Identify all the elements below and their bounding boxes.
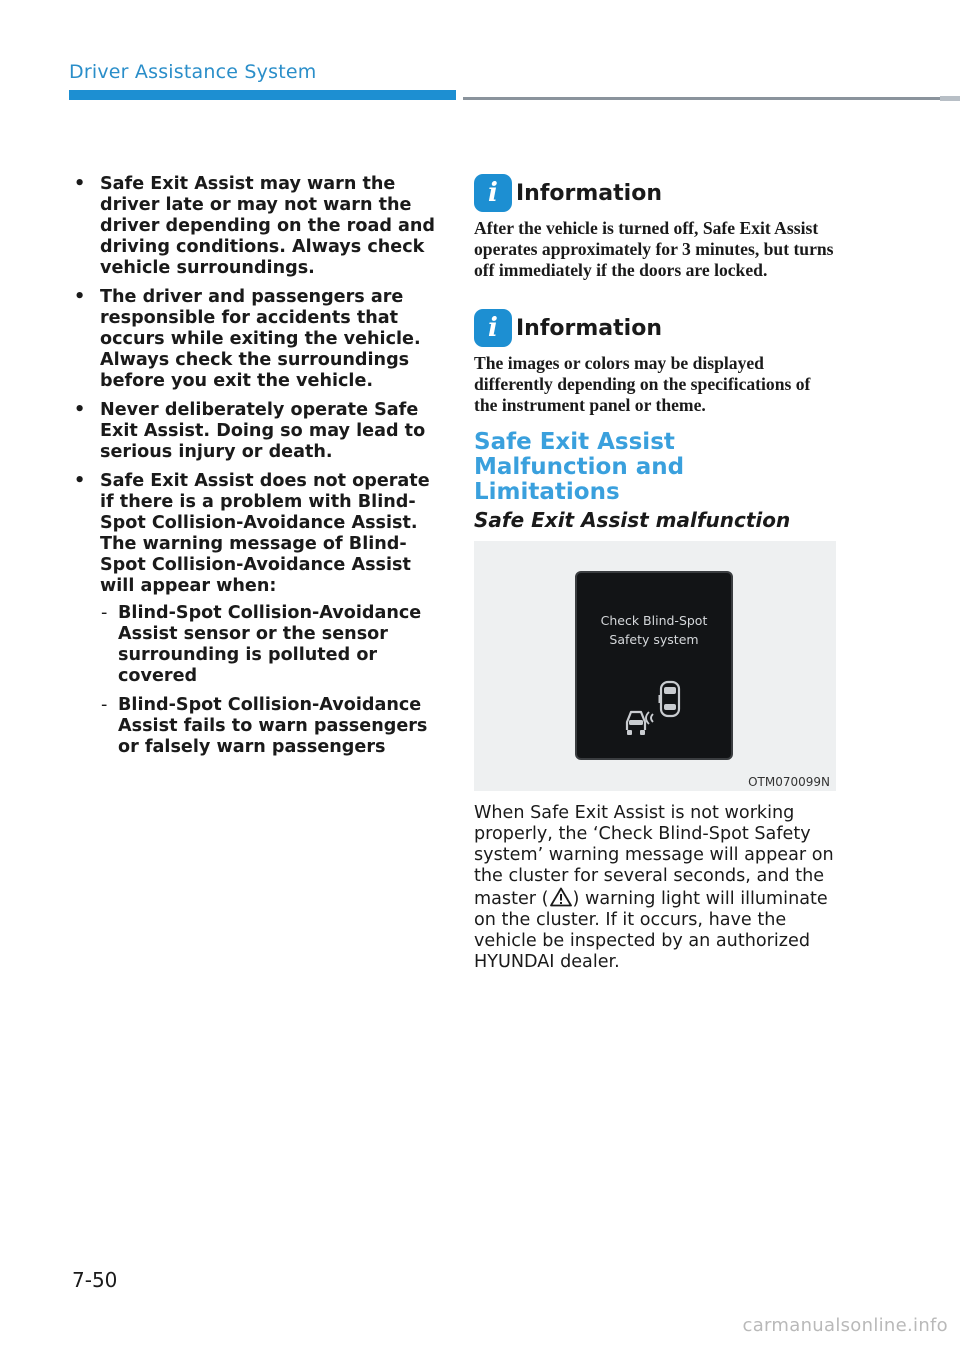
info-box xyxy=(474,307,836,416)
section-title: Safe Exit Assist Malfunction and Limitations xyxy=(474,429,685,505)
info-title: Information xyxy=(516,180,662,206)
header-rule-gray xyxy=(463,97,959,100)
dash-marker: - xyxy=(101,603,108,623)
bullet-text: The driver and passengers are responsible for accidents that occurs while exiting the vehicle. Always check the surroundings before you exit the vehicle. xyxy=(100,287,421,391)
bullet-dot: • xyxy=(74,400,86,420)
info-header xyxy=(474,172,836,214)
header-rule-blue xyxy=(69,90,456,100)
figure-code: OTM070099N xyxy=(748,775,830,789)
description-part1: When Safe Exit Assist is not working properly, the ‘Check Blind-Spot Safety system’ warning message will appear on the cluster for several seconds, and the master ( xyxy=(474,803,834,909)
cluster-message-line1: Check Blind-Spot xyxy=(600,613,708,628)
cluster-figure xyxy=(474,541,836,791)
bullet-item xyxy=(74,400,444,463)
info-text: The images or colors may be displayed differently depending on the specifications of the instrument panel or theme. xyxy=(474,353,811,415)
bullet-dot: • xyxy=(74,287,86,307)
bullet-text: Safe Exit Assist may warn the driver late or may not warn the driver depending on the road and driving conditions. Always check vehicle surroundings. xyxy=(100,174,436,278)
description-part2: ) warning light will illuminate on the cluster. If it occurs, have the vehicle be inspected by an authorized HYUNDAI dealer. xyxy=(474,889,828,972)
info-header xyxy=(474,307,836,349)
header-title: Driver Assistance System xyxy=(69,61,317,83)
info-title: Information xyxy=(516,315,662,341)
page-number: 7-50 xyxy=(72,1268,118,1292)
info-text: After the vehicle is turned off, Safe Exit Assist operates approximately for 3 minutes, but turns off immediately if the doors are locked. xyxy=(474,218,834,280)
bullet-text: Safe Exit Assist does not operate if there is a problem with Blind-Spot Collision-Avoidance Assist. The warning message of Blind-Spot Collision-Avoidance Assist will appear when: xyxy=(100,471,430,596)
right-column xyxy=(474,172,836,973)
sub-item-text: Blind-Spot Collision-Avoidance Assist sensor or the sensor surrounding is polluted or covered xyxy=(118,603,422,686)
info-icon: i xyxy=(474,174,512,212)
dash-marker: - xyxy=(101,695,108,715)
warning-bullet-list xyxy=(74,174,444,758)
left-column xyxy=(74,174,444,766)
warning-triangle-icon xyxy=(550,887,572,907)
sub-list-item xyxy=(100,603,444,687)
bullet-dot: • xyxy=(74,174,86,194)
sub-list-item xyxy=(100,695,444,758)
info-icon: i xyxy=(474,309,512,347)
bullet-item xyxy=(74,174,444,279)
subsection-title: Safe Exit Assist malfunction xyxy=(474,508,791,532)
bullet-text: Never deliberately operate Safe Exit Assist. Doing so may lead to serious injury or death. xyxy=(100,400,426,462)
blind-spot-car-icon xyxy=(623,678,689,738)
info-box xyxy=(474,172,836,281)
bullet-item xyxy=(74,471,444,758)
sub-item-text: Blind-Spot Collision-Avoidance Assist fails to warn passengers or falsely warn passengers xyxy=(118,695,428,757)
sub-list xyxy=(100,603,444,758)
header-rule-gray-end xyxy=(940,96,960,101)
cluster-message xyxy=(577,611,731,649)
watermark: carmanualsonline.info xyxy=(742,1315,948,1336)
bullet-dot: • xyxy=(74,471,86,491)
bullet-item xyxy=(74,287,444,392)
malfunction-description xyxy=(474,803,836,973)
cluster-display xyxy=(575,571,733,760)
cluster-message-line2: Safety system xyxy=(609,632,699,647)
